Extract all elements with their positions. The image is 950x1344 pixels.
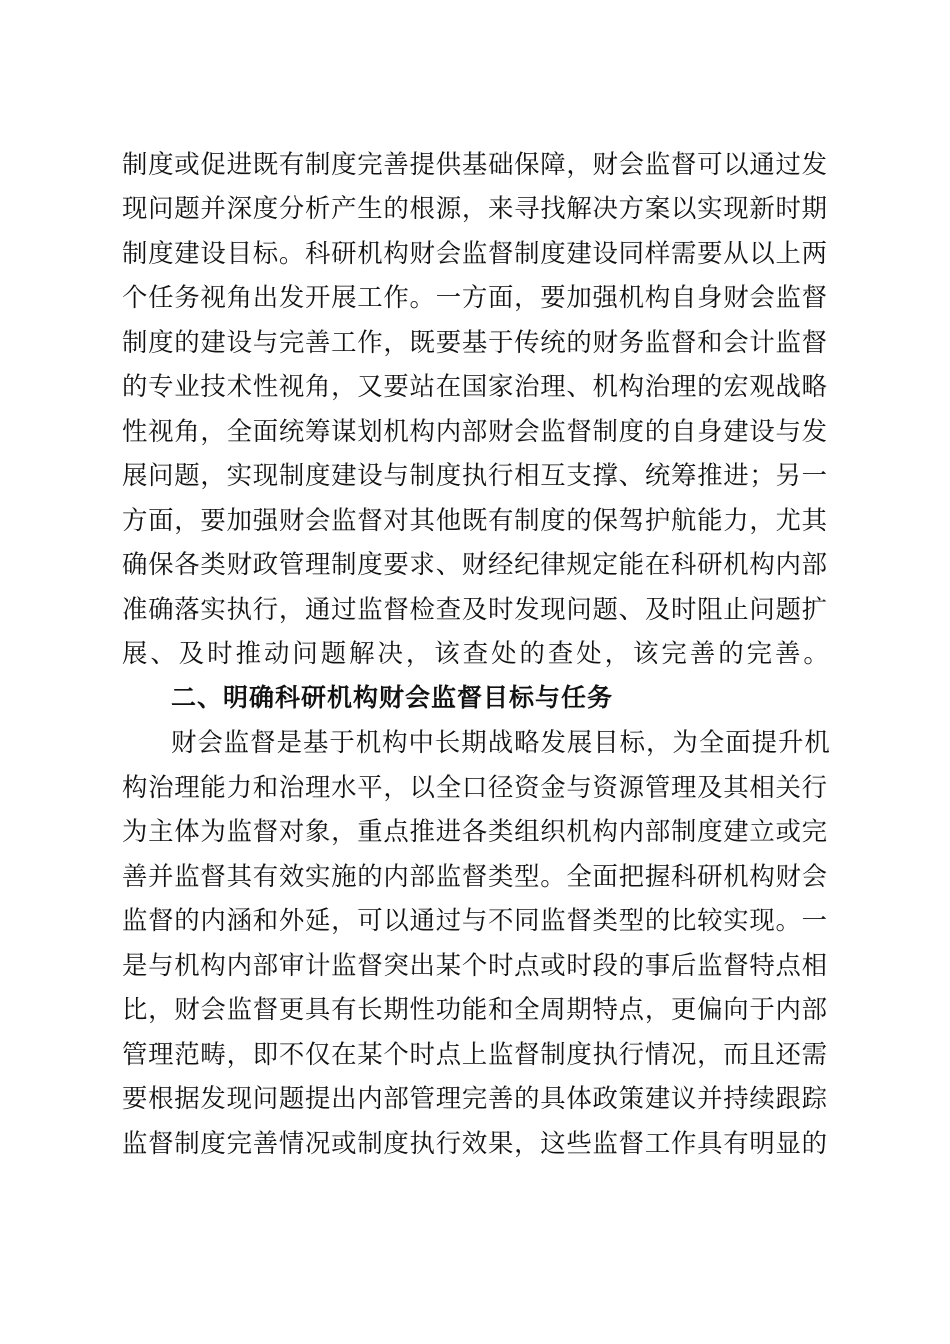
section-heading: 二、明确科研机构财会监督目标与任务 — [171, 683, 614, 712]
paragraph-2-line-2: 构治理能力和治理水平，以全口径资金与资源管理及其相关行 — [122, 772, 828, 802]
paragraph-2-line-1: 财会监督是基于机构中长期战略发展目标，为全面提升机 — [171, 727, 831, 757]
paragraph-2-line-5: 监督的内涵和外延，可以通过与不同监督类型的比较实现。一 — [122, 905, 828, 935]
paragraph-2-line-3: 为主体为监督对象，重点推进各类组织机构内部制度建立或完 — [122, 816, 828, 846]
paragraph-1-line-10: 确保各类财政管理制度要求、财经纪律规定能在科研机构内部 — [122, 549, 828, 579]
paragraph-2-line-10: 监督制度完善情况或制度执行效果，这些监督工作具有明显的 — [122, 1128, 828, 1158]
paragraph-2-line-9: 要根据发现问题提出内部管理完善的具体政策建议并持续跟踪 — [122, 1083, 828, 1113]
paragraph-1-line-2: 现问题并深度分析产生的根源，来寻找解决方案以实现新时期 — [122, 193, 828, 223]
paragraph-1-line-4: 个任务视角出发开展工作。一方面，要加强机构自身财会监督 — [122, 282, 828, 312]
paragraph-2-line-4: 善并监督其有效实施的内部监督类型。全面把握科研机构财会 — [122, 861, 828, 891]
paragraph-1-line-6: 的专业技术性视角，又要站在国家治理、机构治理的宏观战略 — [122, 371, 828, 401]
paragraph-2-line-7: 比，财会监督更具有长期性功能和全周期特点，更偏向于内部 — [122, 994, 828, 1024]
paragraph-2-line-8: 管理范畴，即不仅在某个时点上监督制度执行情况，而且还需 — [122, 1039, 828, 1069]
paragraph-1-line-12: 展、及时推动问题解决，该查处的查处，该完善的完善。 — [122, 638, 832, 668]
paragraph-1-line-11: 准确落实执行，通过监督检查及时发现问题、及时阻止问题扩 — [122, 594, 828, 624]
paragraph-1-line-3: 制度建设目标。科研机构财会监督制度建设同样需要从以上两 — [122, 238, 828, 268]
paragraph-1-line-7: 性视角，全面统筹谋划机构内部财会监督制度的自身建设与发 — [122, 416, 828, 446]
paragraph-1-line-8: 展问题，实现制度建设与制度执行相互支撑、统筹推进；另一 — [122, 460, 828, 490]
paragraph-1-line-1: 制度或促进既有制度完善提供基础保障，财会监督可以通过发 — [122, 149, 828, 179]
paragraph-1-line-5: 制度的建设与完善工作，既要基于传统的财务监督和会计监督 — [122, 327, 828, 357]
paragraph-2-line-6: 是与机构内部审计监督突出某个时点或时段的事后监督特点相 — [122, 950, 828, 980]
paragraph-1-line-9: 方面，要加强财会监督对其他既有制度的保驾护航能力，尤其 — [122, 505, 828, 535]
